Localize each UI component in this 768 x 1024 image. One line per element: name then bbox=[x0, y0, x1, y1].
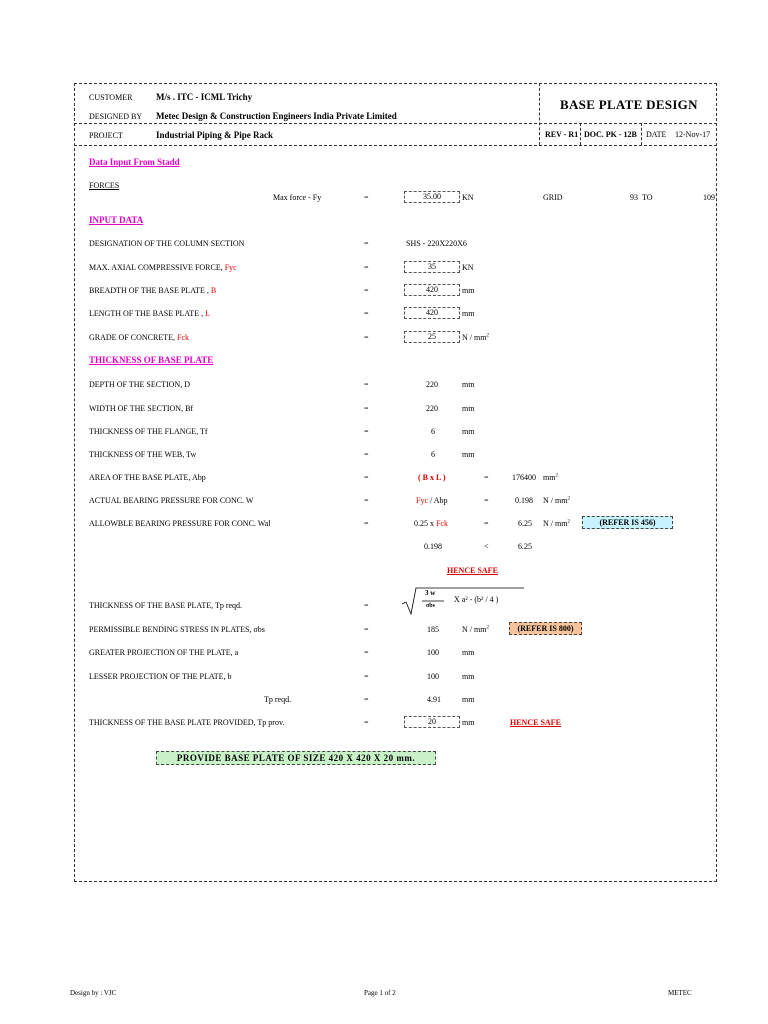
footer-page-number: Page 1 of 2 bbox=[364, 989, 396, 997]
bending-stress-unit: N / $mm^2$ bbox=[462, 625, 489, 634]
thickness-heading: THICKNESS OF BASE PLATE bbox=[89, 355, 214, 365]
area-equals: = bbox=[364, 473, 369, 482]
header-bottom-line bbox=[74, 145, 717, 146]
date-label: DATE bbox=[646, 130, 667, 139]
width-label: WIDTH OF THE SECTION, Bf bbox=[89, 404, 194, 413]
footer-designer: Design by : VJC bbox=[70, 989, 117, 997]
tp-provided-unit: mm bbox=[462, 718, 475, 727]
area-label: AREA OF THE BASE PLATE, Abp bbox=[89, 473, 206, 482]
date-value: 12-Nov-17 bbox=[675, 130, 711, 139]
actual-bearing-equals: = bbox=[364, 496, 369, 505]
refer-is800-badge[interactable]: (REFER IS 800) bbox=[509, 622, 582, 635]
fyc-symbol: Fyc bbox=[224, 263, 237, 272]
designed-by-label: DESIGNED BY bbox=[89, 112, 143, 121]
fyc-label bbox=[89, 263, 237, 272]
comparison-operator: < bbox=[484, 542, 489, 551]
allowable-bearing-formula-text: 0.25 x bbox=[414, 519, 434, 528]
fyc-input[interactable]: 35 bbox=[404, 261, 460, 273]
allowable-bearing-formula-equals: = bbox=[484, 519, 489, 528]
fyc-label-text: MAX. AXIAL COMPRESSIVE FORCE, bbox=[89, 263, 223, 272]
designed-by-value: Metec Design & Construction Engineers India Private Limited bbox=[156, 111, 397, 121]
comparison-left: 0.198 bbox=[424, 542, 442, 551]
revision: REV - R1 bbox=[545, 130, 579, 139]
flange-thickness-label: THICKNESS OF THE FLANGE, Tf bbox=[89, 427, 208, 436]
grid-from: 93 bbox=[630, 193, 638, 202]
lesser-projection-equals: = bbox=[364, 672, 369, 681]
customer-value: M/s . ITC - ICML Trichy bbox=[156, 92, 253, 102]
customer-label: CUSTOMER bbox=[89, 93, 133, 102]
actual-bearing-formula-equals: = bbox=[484, 496, 489, 505]
concrete-grade-input[interactable]: 25 bbox=[404, 331, 460, 343]
designation-value: SHS - 220X220X6 bbox=[406, 239, 467, 248]
length-label bbox=[89, 309, 210, 318]
tp-reqd-result-value: 4.91 bbox=[427, 695, 441, 704]
actual-bearing-label: ACTUAL BEARING PRESSURE FOR CONC. W bbox=[89, 496, 254, 505]
concrete-grade-unit: N / $mm^2$ bbox=[462, 333, 489, 342]
tp-reqd-label: THICKNESS OF THE BASE PLATE, Tp reqd. bbox=[89, 601, 243, 610]
refer-is456-badge[interactable]: (REFER IS 456) bbox=[582, 516, 673, 529]
web-thickness-label: THICKNESS OF THE WEB, Tw bbox=[89, 450, 197, 459]
provide-base-plate-banner: PROVIDE BASE PLATE OF SIZE 420 X 420 X 20 mm. bbox=[156, 751, 436, 765]
greater-projection-value: 100 bbox=[427, 648, 439, 657]
footer-company: METEC bbox=[668, 989, 692, 997]
web-thickness-value: 6 bbox=[431, 450, 435, 459]
fyc-unit: KN bbox=[462, 263, 474, 272]
concrete-grade-unit-text: N / mm bbox=[462, 333, 487, 342]
grid-to-label: TO bbox=[642, 193, 653, 202]
bending-stress-unit-text: N / mm bbox=[462, 625, 487, 634]
header-vertical-divider bbox=[539, 83, 540, 145]
area-unit-text: mm bbox=[543, 473, 556, 482]
header-divider bbox=[74, 123, 717, 124]
tp-provided-label: THICKNESS OF THE BASE PLATE PROVIDED, Tp prov. bbox=[89, 718, 285, 727]
length-label-text: LENGTH OF THE BASE PLATE , bbox=[89, 309, 204, 318]
lesser-projection-label: LESSER PROJECTION OF THE PLATE, b bbox=[89, 672, 232, 681]
lesser-projection-value: 100 bbox=[427, 672, 439, 681]
fyc-ref-symbol: Fyc bbox=[416, 496, 428, 505]
allowable-bearing-value: 6.25 bbox=[518, 519, 532, 528]
breadth-equals: = bbox=[364, 286, 369, 295]
project-value: Industrial Piping & Pipe Rack bbox=[156, 130, 274, 140]
area-formula-equals: = bbox=[484, 473, 489, 482]
lesser-projection-unit: mm bbox=[462, 672, 475, 681]
area-formula: ( B x L ) bbox=[418, 473, 446, 482]
greater-projection-label: GREATER PROJECTION OF THE PLATE, a bbox=[89, 648, 239, 657]
max-force-unit: KN bbox=[462, 193, 474, 202]
document-title: BASE PLATE DESIGN bbox=[560, 97, 698, 112]
allowable-bearing-unit: N / $mm^2$ bbox=[543, 519, 570, 528]
breadth-unit: mm bbox=[462, 286, 475, 295]
formula-expression: X a² - (b² / 4 ) bbox=[454, 595, 499, 604]
length-equals: = bbox=[364, 309, 369, 318]
depth-unit: mm bbox=[462, 380, 475, 389]
width-unit: mm bbox=[462, 404, 475, 413]
actual-bearing-value: 0.198 bbox=[515, 496, 533, 505]
designation-label: DESIGNATION OF THE COLUMN SECTION bbox=[89, 239, 245, 248]
length-symbol: L bbox=[205, 309, 210, 318]
length-unit: mm bbox=[462, 309, 475, 318]
flange-thickness-equals: = bbox=[364, 427, 369, 436]
length-input[interactable]: 420 bbox=[404, 307, 460, 319]
bending-stress-equals: = bbox=[364, 625, 369, 634]
grid-label: GRID bbox=[543, 193, 563, 202]
formula-numerator: 3 w bbox=[425, 589, 436, 597]
comparison-right: 6.25 bbox=[518, 542, 532, 551]
depth-label: DEPTH OF THE SECTION, D bbox=[89, 380, 190, 389]
area-value: 176400 bbox=[512, 473, 536, 482]
formula-denominator: σbs bbox=[426, 603, 435, 609]
designation-equals: = bbox=[364, 239, 369, 248]
depth-value: 220 bbox=[426, 380, 438, 389]
fyc-equals: = bbox=[364, 263, 369, 272]
max-force-input[interactable]: 35.00 bbox=[404, 191, 460, 203]
actual-bearing-formula bbox=[416, 496, 448, 505]
tp-reqd-equals: = bbox=[364, 601, 369, 610]
hence-safe-bearing: HENCE SAFE bbox=[447, 566, 498, 575]
tp-provided-equals: = bbox=[364, 718, 369, 727]
allowable-bearing-unit-text: N / mm bbox=[543, 519, 568, 528]
depth-equals: = bbox=[364, 380, 369, 389]
area-unit: $mm^2$ bbox=[543, 473, 558, 482]
doc-divider bbox=[641, 123, 642, 145]
tp-reqd-result-label: Tp reqd. bbox=[264, 695, 292, 704]
tp-reqd-result-equals: = bbox=[364, 695, 369, 704]
web-thickness-unit: mm bbox=[462, 450, 475, 459]
concrete-grade-label bbox=[89, 333, 189, 342]
fck-ref-symbol: Fck bbox=[436, 519, 448, 528]
tp-provided-input[interactable]: 20 bbox=[404, 716, 460, 728]
forces-label: FORCES bbox=[89, 181, 120, 190]
flange-thickness-value: 6 bbox=[431, 427, 435, 436]
project-label: PROJECT bbox=[89, 131, 123, 140]
breadth-label-text: BREADTH OF THE BASE PLATE , bbox=[89, 286, 209, 295]
allowable-bearing-equals: = bbox=[364, 519, 369, 528]
actual-bearing-unit: N / $mm^2$ bbox=[543, 496, 570, 505]
bending-stress-label: PERMISSIBLE BENDING STRESS IN PLATES, σbs bbox=[89, 625, 265, 634]
stadd-heading: Data Input From Stadd bbox=[89, 157, 180, 167]
greater-projection-unit: mm bbox=[462, 648, 475, 657]
grid-to: 109 bbox=[703, 193, 715, 202]
breadth-label bbox=[89, 286, 216, 295]
document-number: DOC. PK - 12B bbox=[584, 130, 637, 139]
concrete-grade-label-text: GRADE OF CONCRETE, bbox=[89, 333, 176, 342]
breadth-input[interactable]: 420 bbox=[404, 284, 460, 296]
allowable-bearing-label: ALLOWBLE BEARING PRESSURE FOR CONC. Wal bbox=[89, 519, 271, 528]
max-force-label: Max force - Fy bbox=[273, 193, 322, 202]
greater-projection-equals: = bbox=[364, 648, 369, 657]
web-thickness-equals: = bbox=[364, 450, 369, 459]
actual-bearing-unit-text: N / mm bbox=[543, 496, 568, 505]
breadth-symbol: B bbox=[210, 286, 217, 295]
width-value: 220 bbox=[426, 404, 438, 413]
input-data-heading: INPUT DATA bbox=[89, 215, 144, 225]
flange-thickness-unit: mm bbox=[462, 427, 475, 436]
fck-symbol: Fck bbox=[177, 333, 190, 342]
hence-safe-thickness: HENCE SAFE bbox=[510, 718, 561, 727]
bending-stress-value: 185 bbox=[427, 625, 439, 634]
actual-bearing-formula-rest: / Abp bbox=[430, 496, 448, 505]
max-force-equals: = bbox=[364, 193, 369, 202]
allowable-bearing-formula bbox=[414, 519, 448, 528]
width-equals: = bbox=[364, 404, 369, 413]
rev-divider bbox=[580, 123, 581, 145]
concrete-grade-equals: = bbox=[364, 333, 369, 342]
tp-reqd-result-unit: mm bbox=[462, 695, 475, 704]
